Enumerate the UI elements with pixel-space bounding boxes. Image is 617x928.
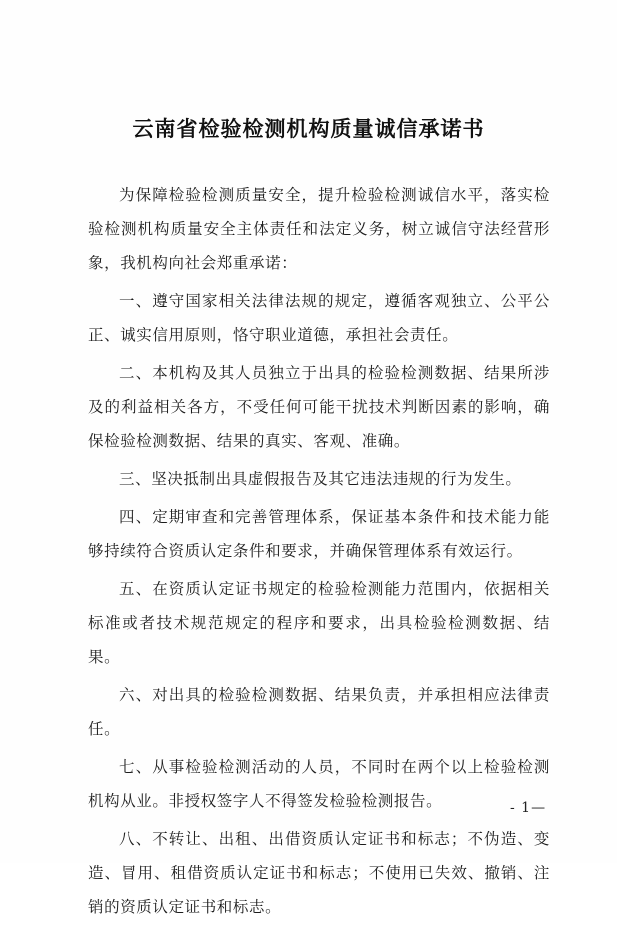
document-title: 云南省检验检测机构质量诚信承诺书 [132, 116, 485, 141]
paragraph-item-5: 五、在资质认定证书规定的检验检测能力范围内，依据相关标准或者技术规范规定的程序和要求，出具检验检测数据、结果。 [88, 580, 550, 666]
paragraph-item-6: 六、对出具的检验检测数据、结果负责，并承担相应法律责任。 [88, 686, 550, 738]
page-number: - 1— [510, 800, 547, 816]
paragraph-item-4: 四、定期审查和完善管理体系，保证基本条件和技术能力能够持续符合资质认定条件和要求，并确保管理体系有效运行。 [88, 508, 550, 560]
paragraph-intro: 为保障检验检测质量安全，提升检验检测诚信水平，落实检验检测机构质量安全主体责任和法定义务，树立诚信守法经营形象，我机构向社会郑重承诺： [88, 186, 550, 272]
paragraph-item-8: 八、不转让、出租、出借资质认定证书和标志；不伪造、变造、冒用、租借资质认定证书和标志；不使用已失效、撤销、注销的资质认定证书和标志。 [88, 830, 550, 916]
document-body [88, 178, 550, 928]
paragraph-item-3: 三、坚决抵制出具虚假报告及其它违法违规的行为发生。 [119, 470, 522, 488]
paragraph-item-7: 七、从事检验检测活动的人员，不同时在两个以上检验检测机构从业。非授权签字人不得签发检验检测报告。 [88, 758, 550, 810]
paragraph-item-2: 二、本机构及其人员独立于出具的检验检测数据、结果所涉及的利益相关各方，不受任何可能干扰技术判断因素的影响，确保检验检测数据、结果的真实、客观、准确。 [88, 364, 550, 450]
paragraph-item-1: 一、遵守国家相关法律法规的规定，遵循客观独立、公平公正、诚实信用原则，恪守职业道德，承担社会责任。 [88, 292, 550, 344]
